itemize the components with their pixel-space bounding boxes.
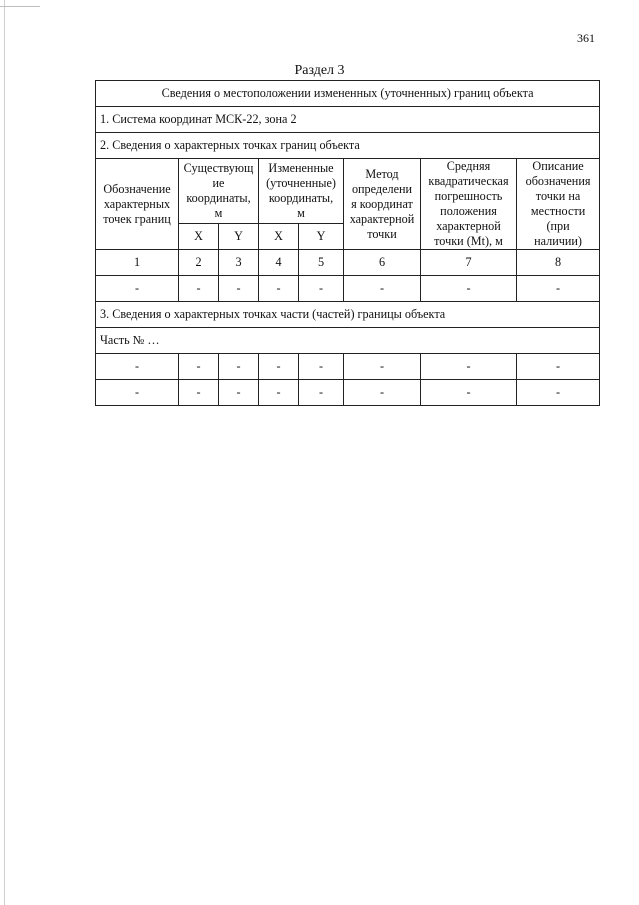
table-cell: - bbox=[179, 354, 219, 380]
column-number: 3 bbox=[219, 250, 259, 276]
column-number: 1 bbox=[96, 250, 179, 276]
scan-corner-mark bbox=[0, 6, 40, 7]
table-cell: - bbox=[219, 276, 259, 302]
scan-edge-line bbox=[4, 0, 5, 905]
boundary-points-table bbox=[95, 80, 600, 406]
header-existing-coordinates: Существующ ие координаты, м bbox=[179, 159, 259, 224]
table-cell: - bbox=[517, 276, 600, 302]
parts-section-row: 3. Сведения о характерных точках части (частей) границы объекта bbox=[96, 302, 600, 328]
header-method: Метод определени я координат характерной точки bbox=[344, 159, 421, 250]
table-cell: - bbox=[344, 276, 421, 302]
column-number: 5 bbox=[299, 250, 344, 276]
table-cell: - bbox=[96, 380, 179, 406]
column-number: 6 bbox=[344, 250, 421, 276]
table-cell: - bbox=[299, 380, 344, 406]
part-number-row: Часть № … bbox=[96, 328, 600, 354]
table-cell: - bbox=[421, 380, 517, 406]
column-number: 8 bbox=[517, 250, 600, 276]
header-changed-y: Y bbox=[299, 223, 344, 249]
header-designation: Обозначение характерных точек границ bbox=[96, 159, 179, 250]
header-changed-x: X bbox=[259, 223, 299, 249]
table-cell: - bbox=[259, 354, 299, 380]
table-row bbox=[96, 380, 600, 406]
points-section-row: 2. Сведения о характерных точках границ объекта bbox=[96, 133, 600, 159]
page-number: 361 bbox=[577, 31, 595, 45]
table-cell: - bbox=[344, 354, 421, 380]
table-title: Сведения о местоположении измененных (уточненных) границ объекта bbox=[96, 81, 600, 107]
table-cell: - bbox=[219, 380, 259, 406]
table-row bbox=[96, 354, 600, 380]
header-rms-error: Средняя квадратическая погрешность положения характерной точки (Mt), м bbox=[421, 159, 517, 250]
header-existing-x: X bbox=[179, 223, 219, 249]
table-cell: - bbox=[259, 276, 299, 302]
table-cell: - bbox=[517, 380, 600, 406]
column-number: 7 bbox=[421, 250, 517, 276]
table-cell: - bbox=[179, 276, 219, 302]
table-cell: - bbox=[421, 276, 517, 302]
table-row bbox=[96, 276, 600, 302]
table-cell: - bbox=[179, 380, 219, 406]
table-cell: - bbox=[344, 380, 421, 406]
table-cell: - bbox=[96, 354, 179, 380]
table-cell: - bbox=[259, 380, 299, 406]
column-number: 4 bbox=[259, 250, 299, 276]
column-number-row bbox=[96, 250, 600, 276]
table-cell: - bbox=[96, 276, 179, 302]
table-cell: - bbox=[421, 354, 517, 380]
table-cell: - bbox=[517, 354, 600, 380]
table-cell: - bbox=[219, 354, 259, 380]
table-cell: - bbox=[299, 276, 344, 302]
header-changed-coordinates: Измененные (уточненные) координаты, м bbox=[259, 159, 344, 224]
header-description: Описание обозначения точки на местности (при наличии) bbox=[517, 159, 600, 250]
table-cell: - bbox=[299, 354, 344, 380]
section-title: Раздел 3 bbox=[294, 63, 345, 78]
coordinate-system-row: 1. Система координат МСК-22, зона 2 bbox=[96, 107, 600, 133]
header-existing-y: Y bbox=[219, 223, 259, 249]
column-number: 2 bbox=[179, 250, 219, 276]
